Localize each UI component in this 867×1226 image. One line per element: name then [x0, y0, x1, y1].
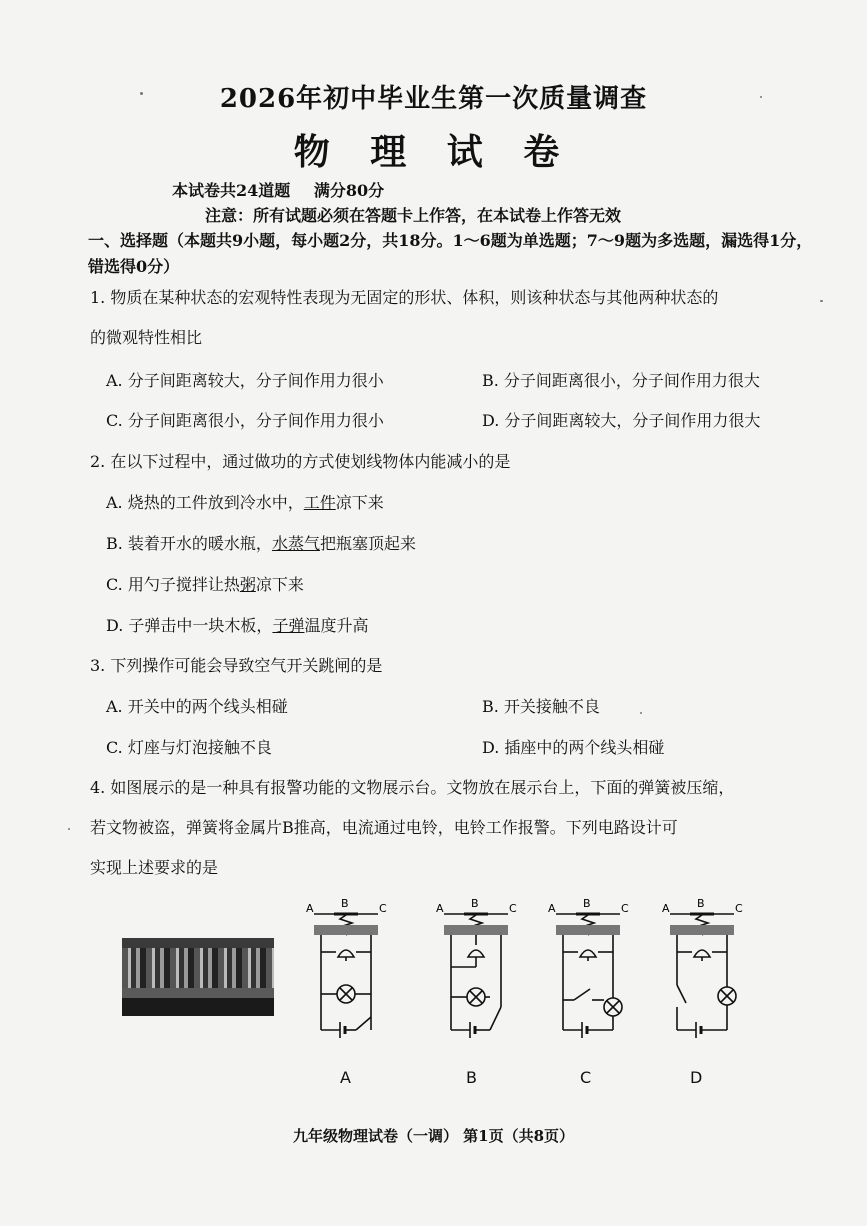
question-3-option-a: A. 开关中的两个线头相碰 [106, 697, 288, 716]
question-1-option-d: D. 分子间距离较大，分子间作用力很大 [482, 411, 761, 430]
circuit-diagram-c [542, 895, 634, 1065]
circuit-label-a: A [340, 1068, 351, 1087]
display-stand-photo [122, 938, 274, 1016]
circuit-label-c: C [580, 1068, 592, 1087]
exam-info [172, 178, 384, 201]
question-1-option-c: C. 分子间距离很小，分子间作用力很小 [106, 411, 384, 430]
question-2-option-b: B. 装着开水的暖水瓶，水蒸气把瓶塞顶起来 [106, 534, 416, 553]
exam-notice: 注意：所有试题必须在答题卡上作答，在本试卷上作答无效 [205, 206, 622, 225]
scan-speck [68, 828, 70, 830]
question-1-stem-line2: 的微观特性相比 [90, 328, 203, 347]
terminal-b-label: B [583, 897, 591, 910]
underlined-object: 子弹 [272, 616, 305, 635]
question-2-option-d: D. 子弹击中一块木板，子弹温度升高 [106, 616, 369, 635]
underlined-object: 粥 [239, 575, 256, 594]
terminal-b-label: B [341, 897, 349, 910]
question-1-option-a: A. 分子间距离较大，分子间作用力很小 [106, 371, 384, 390]
circuit-diagram-d [656, 895, 748, 1065]
scan-speck [760, 96, 762, 98]
question-3-option-c: C. 灯座与灯泡接触不良 [106, 738, 272, 757]
question-3-option-b: B. 开关接触不良 [482, 697, 600, 716]
exam-title: 2026年初中毕业生第一次质量调查 [219, 84, 648, 114]
question-3-stem: 3. 下列操作可能会导致空气开关跳闸的是 [90, 656, 383, 675]
circuit-label-b: B [466, 1068, 477, 1087]
underlined-object: 水蒸气 [271, 534, 320, 553]
question-4-stem-line3: 实现上述要求的是 [90, 858, 219, 877]
question-count: 本试卷共24道题 [172, 181, 291, 200]
full-score: 满分80分 [313, 181, 385, 200]
question-3-option-d: D. 插座中的两个线头相碰 [482, 738, 665, 757]
scan-speck [140, 92, 143, 95]
question-1-stem-line1: 1. 物质在某种状态的宏观特性表现为无固定的形状、体积，则该种状态与其他两种状态的 [90, 288, 719, 307]
terminal-c-label: C [379, 902, 387, 915]
circuit-label-d: D [690, 1068, 703, 1087]
terminal-b-label: B [471, 897, 479, 910]
terminal-a-label: A [548, 902, 556, 915]
question-2-option-c: C. 用勺子搅拌让热粥凉下来 [106, 575, 304, 594]
terminal-c-label: C [735, 902, 743, 915]
terminal-a-label: A [436, 902, 444, 915]
terminal-b-label: B [697, 897, 705, 910]
terminal-a-label: A [662, 902, 670, 915]
question-4-stem-line1: 4. 如图展示的是一种具有报警功能的文物展示台。文物放在展示台上，下面的弹簧被压缩， [90, 778, 735, 797]
underlined-object: 工件 [303, 493, 336, 512]
circuit-diagram-a [300, 895, 392, 1065]
question-2-stem: 2. 在以下过程中，通过做功的方式使划线物体内能减小的是 [90, 452, 511, 471]
terminal-c-label: C [621, 902, 629, 915]
scan-speck [640, 712, 642, 714]
terminal-a-label: A [306, 902, 314, 915]
scan-speck [820, 300, 823, 302]
circuit-diagram-b [430, 895, 522, 1065]
section-heading: 一、选择题（本题共9小题，每小题2分，共18分。1～6题为单选题；7～9题为多选题，漏选得1分，错选得0分） [88, 231, 813, 276]
terminal-c-label: C [509, 902, 517, 915]
subject-title: 物 理 试 卷 [293, 131, 574, 173]
page-footer: 九年级物理试卷（一调） 第1页（共8页） [292, 1127, 575, 1145]
question-4-stem-line2: 若文物被盗，弹簧将金属片B推高，电流通过电铃，电铃工作报警。下列电路设计可 [90, 818, 678, 837]
question-1-option-b: B. 分子间距离很小，分子间作用力很大 [482, 371, 760, 390]
question-2-option-a: A. 烧热的工件放到冷水中，工件凉下来 [106, 493, 384, 512]
